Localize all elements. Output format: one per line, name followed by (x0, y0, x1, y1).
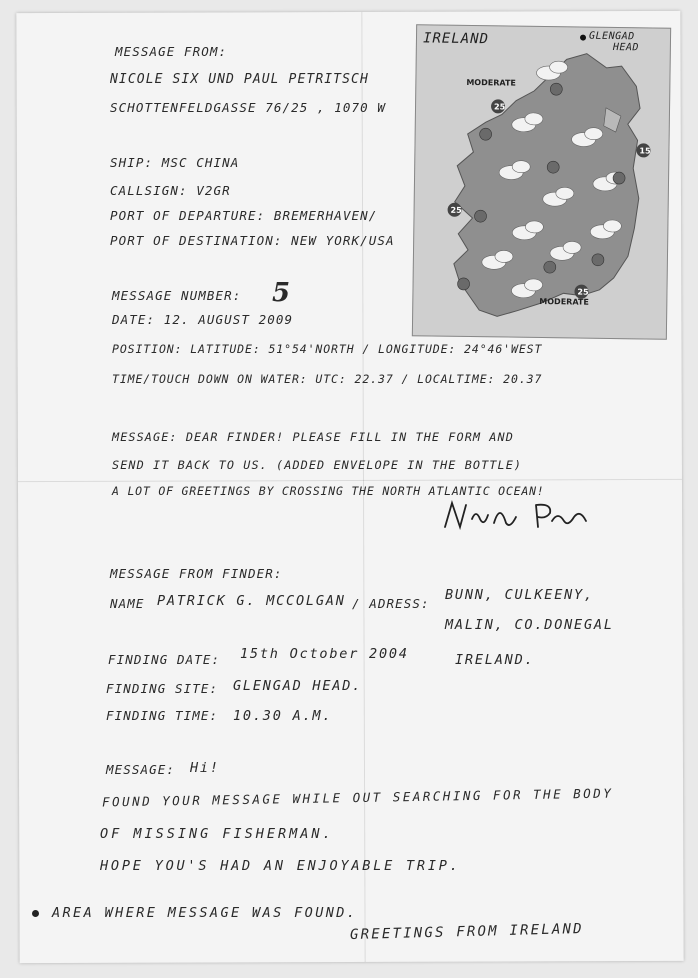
map-badge-4: 25 (577, 287, 589, 297)
ireland-map (412, 24, 671, 340)
message-time: TIME/TOUCH DOWN ON WATER: UTC: 22.37 / LOCALTIME: 20.37 (112, 372, 543, 386)
finder-address-line-1: BUNN, CULKEENY, (445, 587, 594, 603)
finding-site-label: FINDING SITE: (106, 681, 219, 696)
map-place-line-1: GLENGAD (588, 30, 635, 43)
finding-time: 10.30 A.M. (233, 708, 333, 724)
finder-message-line-2: FOUND YOUR MESSAGE WHILE OUT SEARCHING FOR THE BODY (101, 785, 614, 810)
map-label-moderate-north: MODERATE (466, 77, 516, 88)
map-place-line-2: HEAD (612, 41, 640, 54)
map-legend: AREA WHERE MESSAGE WAS FOUND. (52, 905, 358, 921)
ship-callsign: CALLSIGN: V2GR (110, 183, 231, 198)
port-of-destination: PORT OF DESTINATION: NEW YORK/USA (110, 233, 395, 248)
ship-name: SHIP: MSC CHINA (110, 155, 240, 170)
finder-message-line-3: OF MISSING FISHERMAN. (100, 826, 334, 842)
paper-fold-horizontal (18, 479, 682, 482)
finding-date-label: FINDING DATE: (108, 652, 221, 667)
sender-heading: MESSAGE FROM: (115, 44, 228, 59)
ireland-map-drawing (413, 25, 670, 339)
finder-address-label: / ADRESS: (352, 596, 430, 611)
map-badge-2: 15 (639, 146, 651, 156)
finder-heading: MESSAGE FROM FINDER: (110, 566, 283, 581)
message-number: 5 (272, 278, 292, 308)
finder-message-line-4: HOPE YOU'S HAD AN ENJOYABLE TRIP. (100, 858, 461, 874)
sender-message-line-2: SEND IT BACK TO US. (ADDED ENVELOPE IN THE BOTTLE) (112, 458, 523, 472)
finding-time-label: FINDING TIME: (106, 708, 219, 723)
finder-address-line-2: MALIN, CO.DONEGAL (445, 617, 614, 633)
finder-address-line-3: IRELAND. (455, 652, 535, 668)
finder-message-label: MESSAGE: (106, 762, 176, 777)
sender-address: SCHOTTENFELDGASSE 76/25 , 1070 W (110, 100, 387, 115)
closing-greeting: GREETINGS FROM IRELAND (349, 920, 585, 944)
message-date: DATE: 12. AUGUST 2009 (112, 312, 294, 327)
map-label-moderate-south: MODERATE (539, 296, 589, 307)
map-badge-3: 25 (450, 205, 462, 215)
port-of-departure: PORT OF DEPARTURE: BREMERHAVEN/ (110, 208, 378, 223)
message-position: POSITION: LATITUDE: 51°54'NORTH / LONGITUDE: 24°46'WEST (112, 342, 543, 356)
sender-message-line-1: MESSAGE: DEAR FINDER! PLEASE FILL IN THE FORM AND (112, 430, 514, 444)
map-title: IRELAND (422, 30, 490, 48)
finder-name-label: NAME (110, 596, 145, 611)
legend-bullet (32, 910, 39, 917)
finder-message-line-1: Hi! (190, 760, 220, 776)
handwritten-signature (440, 497, 600, 537)
finder-name: PATRICK G. MCCOLGAN (157, 593, 346, 609)
message-number-label: MESSAGE NUMBER: (112, 288, 242, 303)
finding-site: GLENGAD HEAD. (233, 678, 363, 694)
map-badge-1: 25 (493, 102, 506, 112)
finding-date: 15th October 2004 (240, 646, 409, 662)
sender-names: NICOLE SIX UND PAUL PETRITSCH (110, 72, 369, 87)
sender-message-line-3: A LOT OF GREETINGS BY CROSSING THE NORTH ATLANTIC OCEAN! (112, 484, 545, 498)
